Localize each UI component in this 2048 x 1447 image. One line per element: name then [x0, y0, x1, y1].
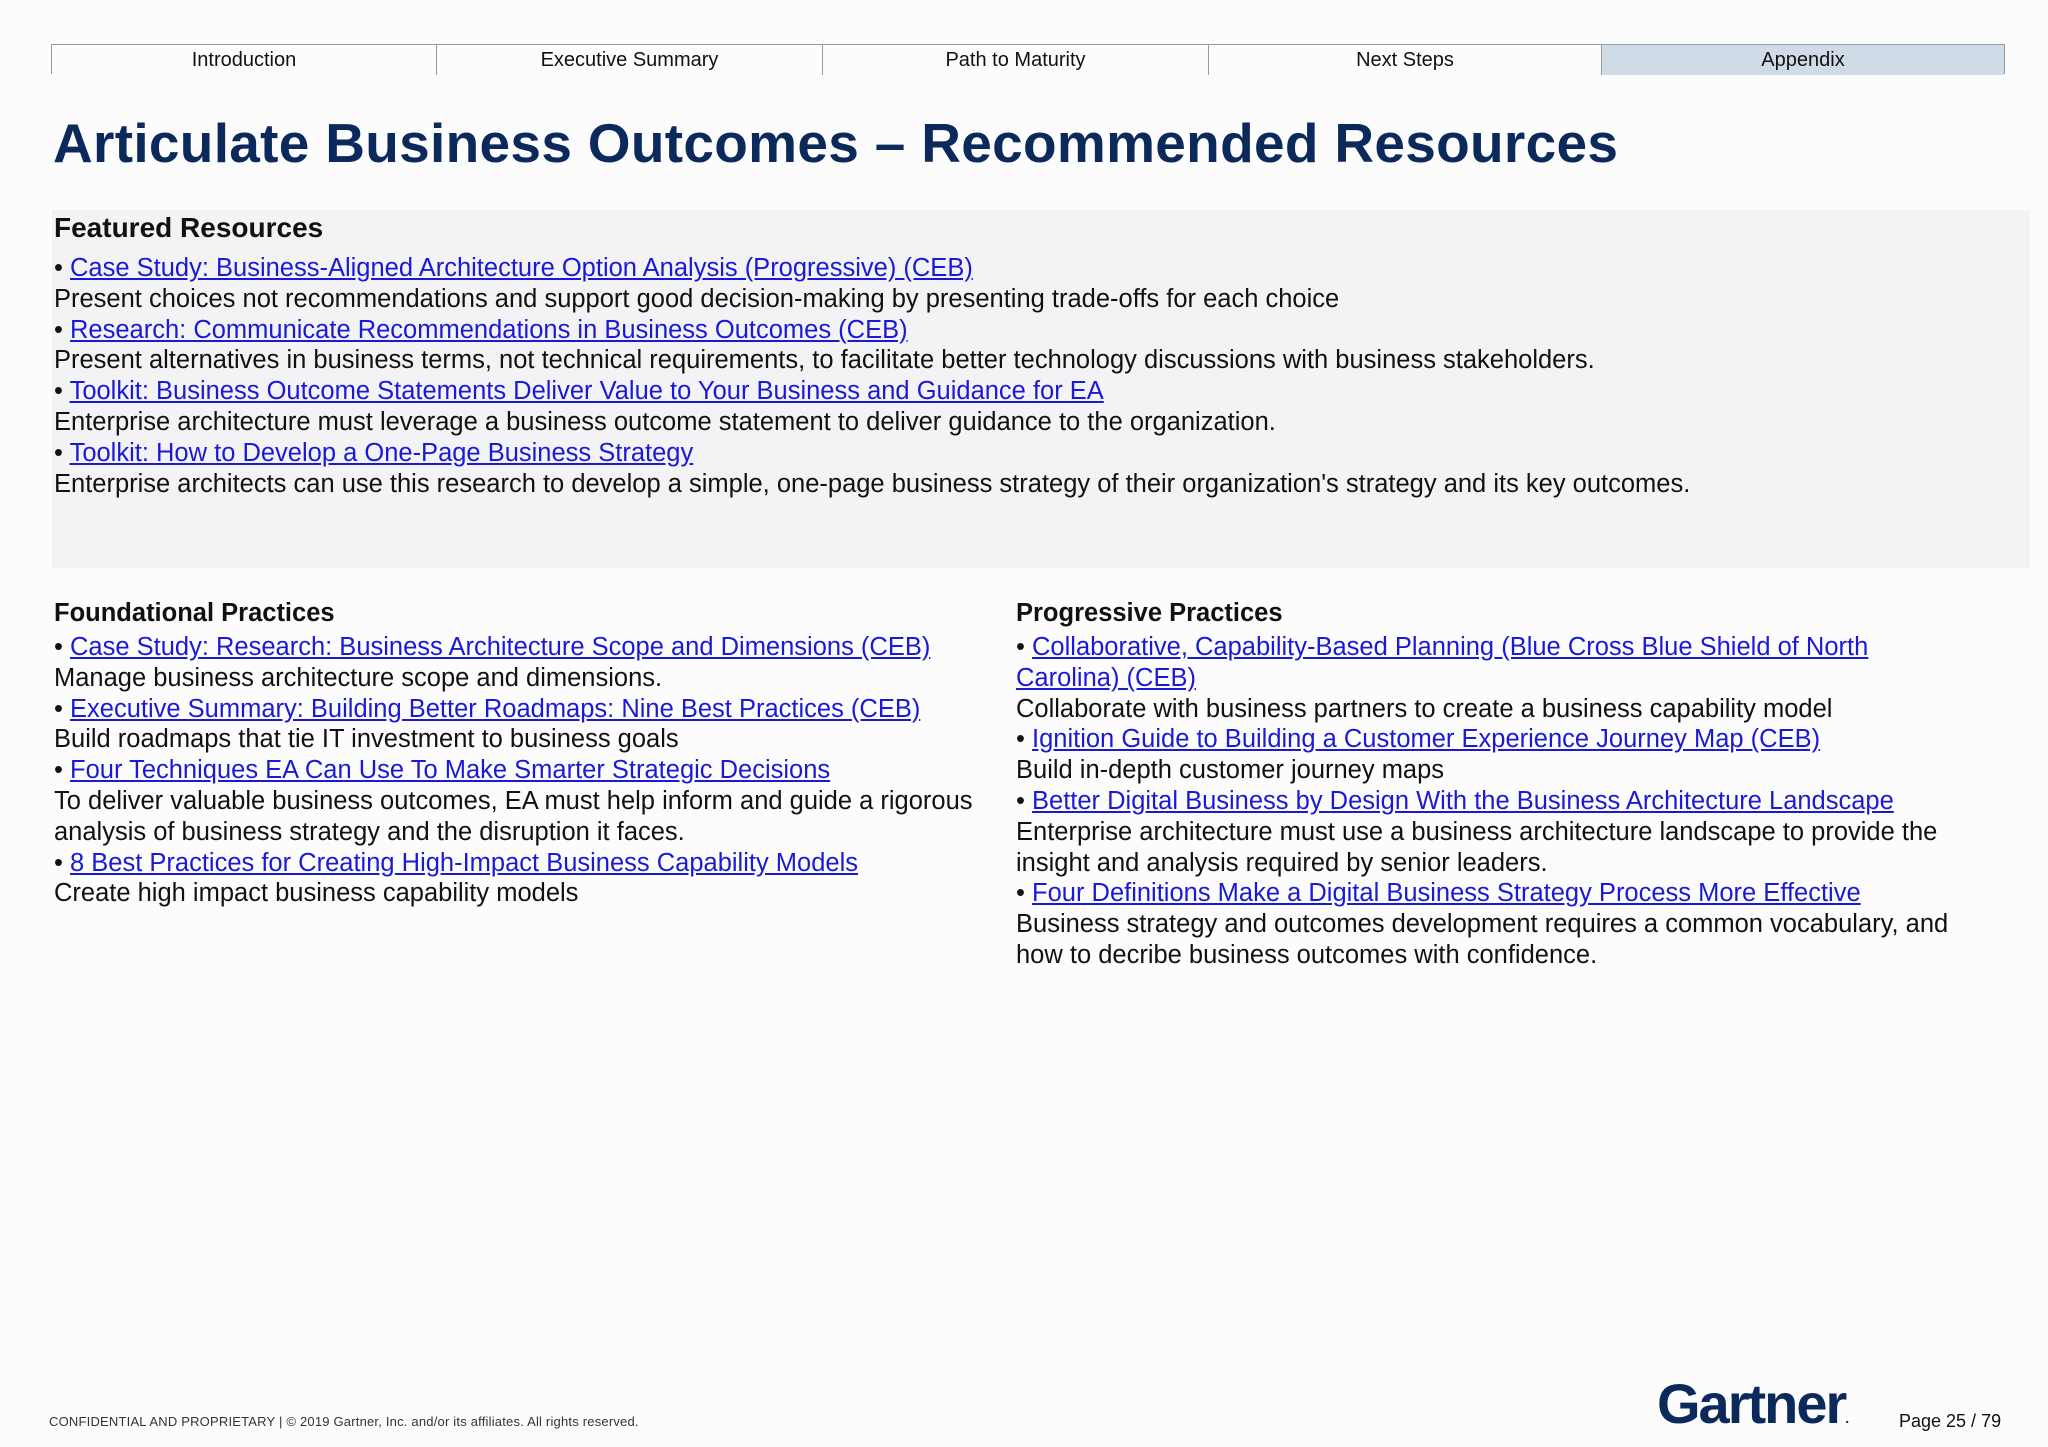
resource-description: Present alternatives in business terms, not technical requirements, to facilitate better technology discussions with business stakeholders. [54, 346, 1595, 375]
tab-path-to-maturity[interactable]: Path to Maturity [823, 45, 1209, 75]
list-item: • Four Techniques EA Can Use To Make Smarter Strategic Decisions To deliver valuable business outcomes, EA must help inform and guide a rigorous analysis of business strategy and the disruption it faces. [54, 755, 1014, 847]
resource-description: Create high impact business capability models [54, 879, 579, 908]
resource-link[interactable]: 8 Best Practices for Creating High-Impact Business Capability Models [70, 848, 859, 877]
featured-resources-heading: Featured Resources [54, 212, 324, 243]
tab-next-steps[interactable]: Next Steps [1209, 45, 1602, 75]
foundational-practices-column [54, 598, 1014, 909]
list-item: • Better Digital Business by Design With the Business Architecture Landscape Enterprise architecture must use a business architecture landscape to provide the insight and analysis required by senior leaders. [1016, 786, 1976, 878]
page-number: Page 25 / 79 [1899, 1411, 2002, 1431]
resource-link[interactable]: Toolkit: Business Outcome Statements Deliver Value to Your Business and Guidance for EA [69, 377, 1104, 406]
resource-link[interactable]: Executive Summary: Building Better Roadmaps: Nine Best Practices (CEB) [70, 694, 921, 723]
resource-link[interactable]: Collaborative, Capability-Based Planning (Blue Cross Blue Shield of North Carolina) (CEB) [1016, 633, 1869, 692]
list-item: • Research: Communicate Recommendations in Business Outcomes (CEB) Present alternatives in business terms, not technical requirements, to facilitate better technology discussions with business stakeholders. [54, 315, 1690, 377]
resource-description: Enterprise architecture must use a business architecture landscape to provide the insight and analysis required by senior leaders. [1016, 817, 1938, 877]
tab-appendix[interactable]: Appendix [1602, 45, 2004, 75]
resource-link[interactable]: Research: Communicate Recommendations in Business Outcomes (CEB) [70, 315, 908, 344]
list-item: • Executive Summary: Building Better Roadmaps: Nine Best Practices (CEB) Build roadmaps that tie IT investment to business goals [54, 694, 1014, 756]
logo-wordmark: Gartner [1657, 1372, 1846, 1435]
gartner-logo [1657, 1372, 1850, 1446]
resource-link[interactable]: Case Study: Research: Business Architecture Scope and Dimensions (CEB) [70, 633, 931, 661]
resource-description: Manage business architecture scope and dimensions. [54, 663, 663, 692]
tab-introduction[interactable]: Introduction [52, 45, 437, 75]
resource-link[interactable]: Four Definitions Make a Digital Business Strategy Process More Effective [1032, 879, 1861, 908]
featured-resources-list [54, 253, 1690, 499]
list-item: • Case Study: Research: Business Architecture Scope and Dimensions (CEB) Manage business architecture scope and dimensions. [54, 632, 1014, 694]
resource-description: To deliver valuable business outcomes, EA must help inform and guide a rigorous analysis of business strategy and the disruption it faces. [54, 786, 973, 846]
page-title: Articulate Business Outcomes – Recommended Resources [53, 112, 1619, 174]
resource-description: Collaborate with business partners to create a business capability model [1016, 694, 1833, 723]
list-item: • Ignition Guide to Building a Customer Experience Journey Map (CEB) Build in-depth customer journey maps [1016, 724, 1976, 786]
list-item: • Collaborative, Capability-Based Planning (Blue Cross Blue Shield of North Carolina) (CEB) Collaborate with business partners to create a business capability model [1016, 632, 1976, 724]
resource-description: Present choices not recommendations and support good decision-making by presenting trade-offs for each choice [54, 284, 1340, 313]
resource-description: Build in-depth customer journey maps [1016, 756, 1445, 785]
progressive-practices-heading: Progressive Practices [1016, 599, 1283, 627]
resource-link[interactable]: Ignition Guide to Building a Customer Experience Journey Map (CEB) [1032, 725, 1821, 754]
list-item: • Case Study: Business-Aligned Architecture Option Analysis (Progressive) (CEB) Present choices not recommendations and support good decision-making by presenting trade-offs for each choice [54, 253, 1690, 315]
list-item: • Four Definitions Make a Digital Business Strategy Process More Effective Business strategy and outcomes development requires a common vocabulary, and how to decribe business outcomes with confidence. [1016, 878, 1976, 970]
resource-link[interactable]: Toolkit: How to Develop a One-Page Business Strategy [69, 438, 694, 467]
confidentiality-notice: CONFIDENTIAL AND PROPRIETARY | © 2019 Gartner, Inc. and/or its affiliates. All rights reserved. [49, 1414, 639, 1429]
resource-description: Enterprise architects can use this research to develop a simple, one-page business strategy of their organization's strategy and its key outcomes. [54, 469, 1691, 498]
resource-link[interactable]: Case Study: Business-Aligned Architecture Option Analysis (Progressive) (CEB) [70, 254, 973, 282]
foundational-practices-heading: Foundational Practices [54, 599, 335, 627]
resource-link[interactable]: Better Digital Business by Design With the Business Architecture Landscape [1032, 786, 1894, 815]
progressive-practices-column [1016, 598, 1976, 971]
resource-link[interactable]: Four Techniques EA Can Use To Make Smarter Strategic Decisions [70, 756, 831, 785]
section-tabs [51, 44, 2005, 74]
featured-resources-panel [52, 210, 2030, 568]
resource-description: Enterprise architecture must leverage a business outcome statement to deliver guidance to the organization. [54, 407, 1276, 436]
registered-mark-icon: . [1845, 1410, 1850, 1426]
list-item: • 8 Best Practices for Creating High-Impact Business Capability Models Create high impact business capability models [54, 848, 1014, 910]
list-item: • Toolkit: Business Outcome Statements Deliver Value to Your Business and Guidance for EA Enterprise architecture must leverage a business outcome statement to deliver guidance to the organization. [54, 376, 1690, 438]
list-item: • Toolkit: How to Develop a One-Page Business Strategy Enterprise architects can use this research to develop a simple, one-page business strategy of their organization's strategy and its key outcomes. [54, 438, 1691, 498]
resource-description: Business strategy and outcomes development requires a common vocabulary, and how to decribe business outcomes with confidence. [1016, 910, 1949, 969]
tab-executive-summary[interactable]: Executive Summary [437, 45, 823, 75]
resource-description: Build roadmaps that tie IT investment to business goals [54, 725, 679, 754]
